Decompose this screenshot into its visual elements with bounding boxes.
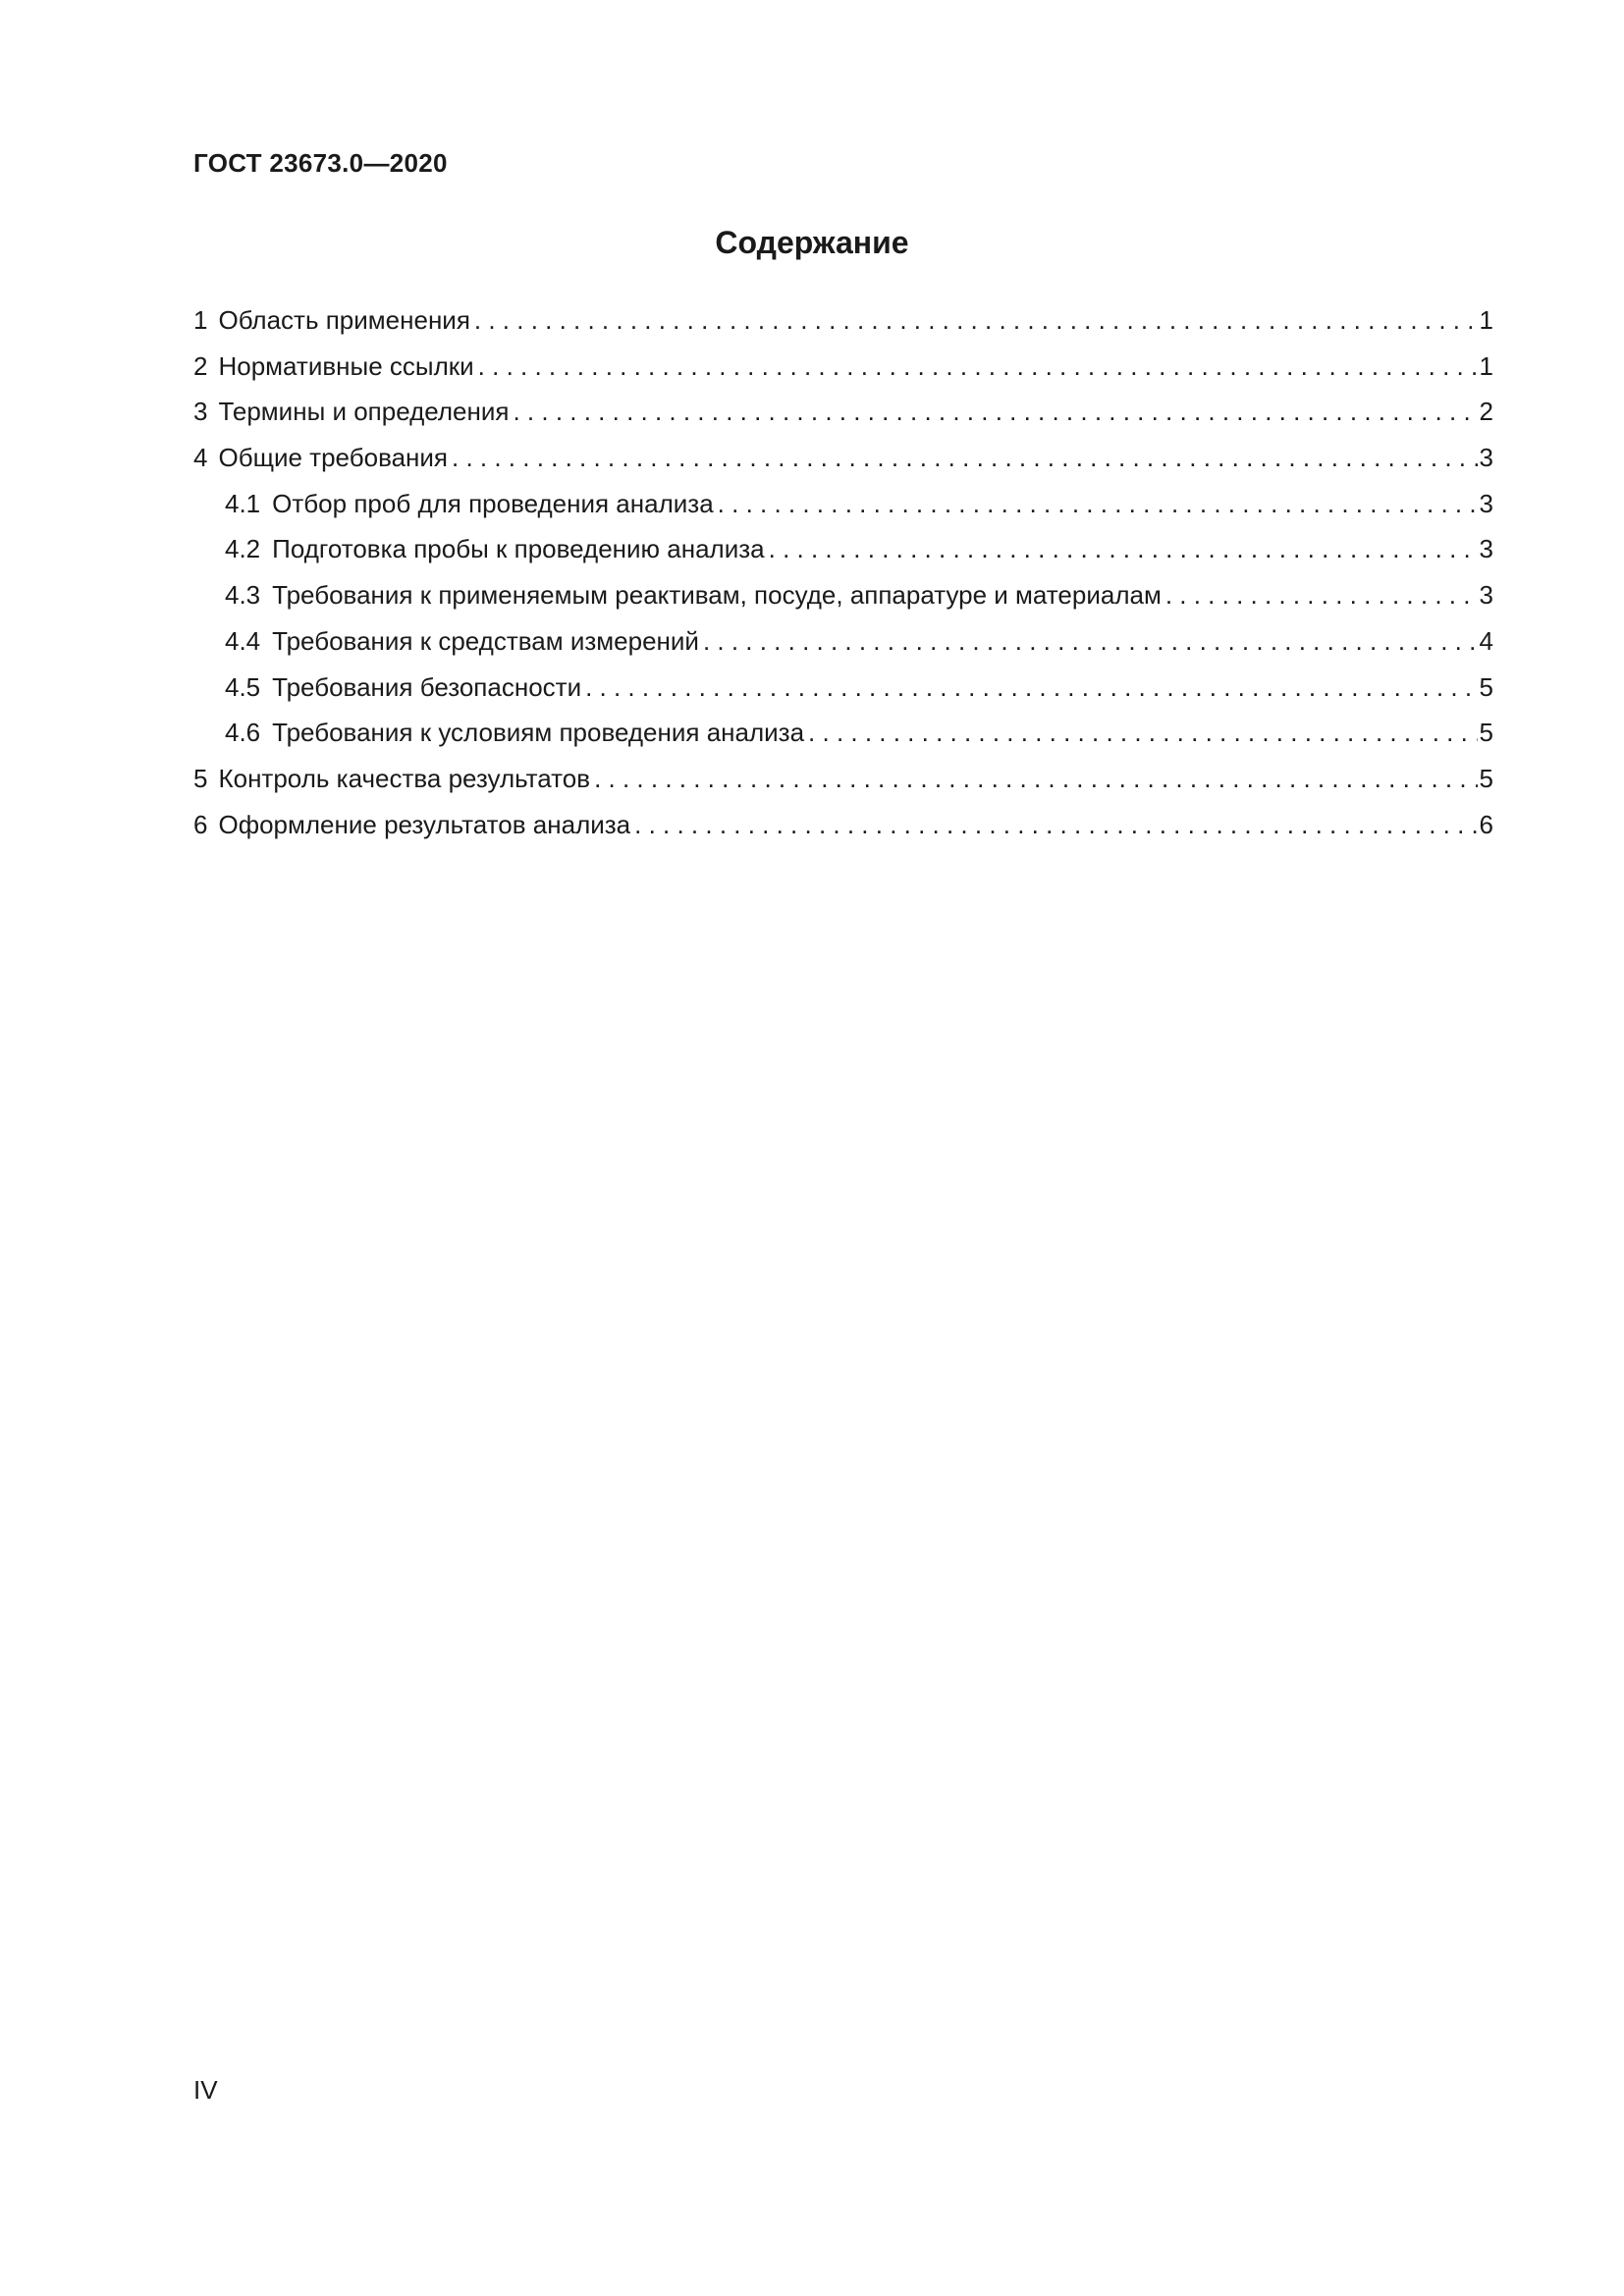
- toc-entry[interactable]: [193, 710, 1493, 756]
- toc-entry[interactable]: [193, 665, 1493, 711]
- document-code: ГОСТ 23673.0—2020: [193, 148, 448, 178]
- toc-entry-page: 3: [1479, 488, 1493, 518]
- toc-entry-title: Нормативные ссылки: [218, 350, 474, 381]
- toc-entry-title: Оформление результатов анализа: [218, 809, 631, 839]
- toc-dot-leader: [470, 297, 1478, 344]
- toc-dot-leader: [714, 481, 1478, 527]
- toc-entry-page: 1: [1479, 350, 1493, 381]
- toc-dot-leader: [581, 665, 1477, 711]
- toc-entry[interactable]: [193, 297, 1493, 344]
- toc-entry-page: 6: [1479, 809, 1493, 839]
- toc-entry-title: Требования безопасности: [272, 671, 582, 702]
- toc-dot-leader: [804, 710, 1477, 756]
- toc-entry-page: 1: [1479, 305, 1493, 335]
- toc-entry[interactable]: [193, 435, 1493, 481]
- toc-entry-number: 2: [193, 350, 208, 381]
- toc-title: Содержание: [715, 225, 909, 260]
- toc-entry-title: Общие требования: [218, 443, 449, 473]
- toc-entry-page: 3: [1479, 580, 1493, 611]
- toc-entry-number: 4.3: [225, 580, 261, 611]
- toc-entry-page: 3: [1479, 534, 1493, 564]
- toc-entry[interactable]: [193, 526, 1493, 572]
- toc-entry-title: Область применения: [218, 305, 470, 335]
- toc-entry-number: 4.2: [225, 534, 261, 564]
- toc-entry[interactable]: [193, 481, 1493, 527]
- toc-entry-number: 4.5: [225, 671, 261, 702]
- toc-dot-leader: [474, 344, 1478, 390]
- toc-entry-number: 4.4: [225, 625, 261, 656]
- toc-entry-page: 5: [1479, 671, 1493, 702]
- toc-dot-leader: [448, 435, 1478, 481]
- toc-entry-number: 1: [193, 305, 208, 335]
- table-of-contents: [193, 297, 1493, 847]
- toc-entry-number: 4.1: [225, 488, 261, 518]
- toc-entry-page: 5: [1479, 763, 1493, 793]
- toc-entry-title: Требования к средствам измерений: [272, 625, 699, 656]
- toc-entry-title: Отбор проб для проведения анализа: [272, 488, 714, 518]
- toc-entry-number: 3: [193, 397, 208, 427]
- toc-dot-leader: [590, 756, 1477, 802]
- toc-entry[interactable]: [193, 802, 1493, 848]
- toc-entry-title: Требования к условиям проведения анализа: [272, 718, 805, 748]
- toc-dot-leader: [1162, 572, 1478, 618]
- toc-entry-title: Подготовка пробы к проведению анализа: [272, 534, 765, 564]
- toc-entry-title: Термины и определения: [218, 397, 510, 427]
- toc-dot-leader: [765, 526, 1478, 572]
- toc-entry-page: 2: [1479, 397, 1493, 427]
- toc-entry[interactable]: [193, 389, 1493, 435]
- page-number: IV: [193, 2075, 218, 2105]
- toc-entry[interactable]: [193, 344, 1493, 390]
- toc-entry-number: 4: [193, 443, 208, 473]
- toc-entry-number: 4.6: [225, 718, 261, 748]
- toc-entry-page: 5: [1479, 718, 1493, 748]
- toc-entry-number: 6: [193, 809, 208, 839]
- toc-entry-page: 3: [1479, 443, 1493, 473]
- toc-entry-title: Контроль качества результатов: [218, 763, 591, 793]
- toc-entry-page: 4: [1479, 625, 1493, 656]
- toc-entry[interactable]: [193, 756, 1493, 802]
- toc-dot-leader: [630, 802, 1477, 848]
- toc-entry-number: 5: [193, 763, 208, 793]
- toc-entry-title: Требования к применяемым реактивам, посуде, аппаратуре и материалам: [272, 580, 1162, 611]
- toc-dot-leader: [509, 389, 1477, 435]
- toc-dot-leader: [699, 618, 1478, 665]
- toc-entry[interactable]: [193, 572, 1493, 618]
- toc-entry[interactable]: [193, 618, 1493, 665]
